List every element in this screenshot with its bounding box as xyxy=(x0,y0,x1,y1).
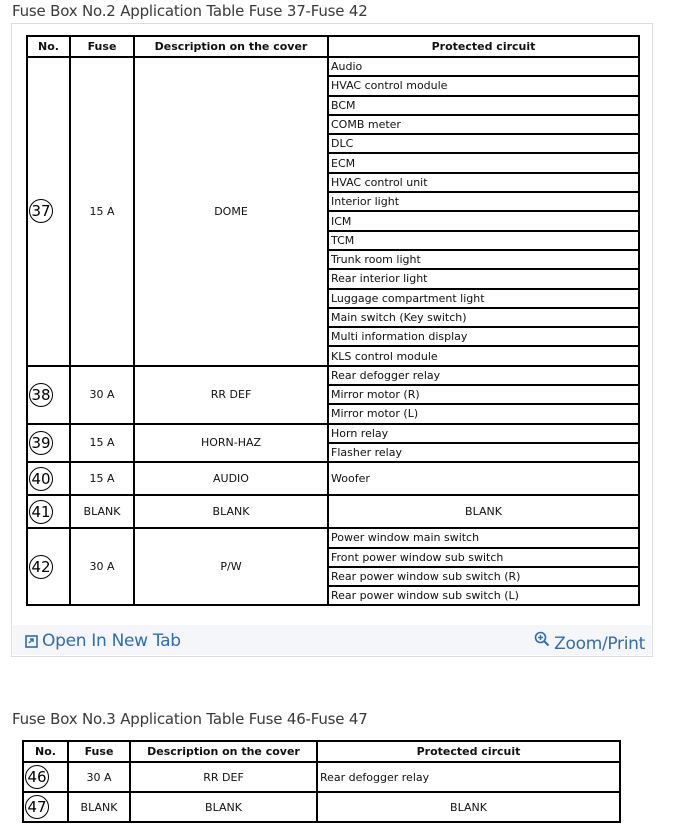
protected-circuit-cell: Trunk room light xyxy=(328,250,639,269)
fuse-number-cell xyxy=(27,424,70,463)
protected-circuit-cell: ECM xyxy=(328,153,639,172)
protected-circuit-cell: BLANK xyxy=(328,495,639,528)
protected-circuit-cell: ICM xyxy=(328,211,639,230)
protected-circuit-cell: Power window main switch xyxy=(328,528,639,547)
cover-description-cell: BLANK xyxy=(130,792,317,822)
table-row xyxy=(27,462,639,495)
table-row xyxy=(23,762,620,792)
fuse-number-cell xyxy=(23,762,68,792)
zoom-in-icon xyxy=(534,631,550,647)
protected-circuit-cell: HVAC control module xyxy=(328,76,639,95)
protected-circuit-cell: Multi information display xyxy=(328,327,639,346)
protected-circuit-cell: Mirror motor (L) xyxy=(328,404,639,423)
table-row xyxy=(27,57,639,76)
table-row xyxy=(27,424,639,443)
fuse-number-cell xyxy=(27,495,70,528)
protected-circuit-cell: Horn relay xyxy=(328,424,639,443)
protected-circuit-cell: HVAC control unit xyxy=(328,173,639,192)
fuse-number-badge: 46 xyxy=(25,765,49,789)
fuse-rating-cell: 15 A xyxy=(70,462,134,495)
protected-circuit-cell: Rear interior light xyxy=(328,269,639,288)
fuse-number-badge: 41 xyxy=(29,500,53,524)
protected-circuit-cell: Woofer xyxy=(328,462,639,495)
table-row xyxy=(23,792,620,822)
cover-description-cell: RR DEF xyxy=(130,762,317,792)
protected-circuit-cell: Rear defogger relay xyxy=(317,762,620,792)
col-header-protected-circuit: Protected circuit xyxy=(317,741,620,762)
fuse-box-2-table xyxy=(26,35,640,606)
protected-circuit-cell: TCM xyxy=(328,231,639,250)
protected-circuit-cell: Flasher relay xyxy=(328,443,639,462)
fuse-box-3-table xyxy=(22,740,621,823)
table-row xyxy=(27,528,639,547)
col-header-no: No. xyxy=(27,36,70,57)
fuse-rating-cell: 15 A xyxy=(70,57,134,366)
cover-description-cell: BLANK xyxy=(134,495,328,528)
col-header-no: No. xyxy=(23,741,68,762)
table1-header-row xyxy=(27,36,639,57)
col-header-description: Description on the cover xyxy=(134,36,328,57)
table1-caption: Fuse Box No.2 Application Table Fuse 37-Fuse 42 xyxy=(12,2,368,20)
fuse-number-badge: 38 xyxy=(29,383,53,407)
fuse-number-cell xyxy=(23,792,68,822)
fuse-rating-cell: 30 A xyxy=(70,528,134,605)
cover-description-cell: P/W xyxy=(134,528,328,605)
fuse-number-badge: 42 xyxy=(29,555,53,579)
fuse-rating-cell: BLANK xyxy=(68,792,130,822)
protected-circuit-cell: Rear defogger relay xyxy=(328,366,639,385)
protected-circuit-cell: BCM xyxy=(328,96,639,115)
fuse-number-badge: 40 xyxy=(29,467,53,491)
table-row xyxy=(27,495,639,528)
fuse-number-badge: 37 xyxy=(29,199,53,223)
protected-circuit-cell: KLS control module xyxy=(328,346,639,365)
cover-description-cell: DOME xyxy=(134,57,328,366)
protected-circuit-cell: Front power window sub switch xyxy=(328,548,639,567)
protected-circuit-cell: Main switch (Key switch) xyxy=(328,308,639,327)
fuse-number-cell xyxy=(27,57,70,366)
table-footer xyxy=(13,625,651,655)
table2-header-row xyxy=(23,741,620,762)
open-in-new-tab-label: Open In New Tab xyxy=(42,631,181,651)
zoom-print-label: Zoom/Print xyxy=(554,634,645,654)
table1-frame xyxy=(11,23,653,657)
protected-circuit-cell: Rear power window sub switch (L) xyxy=(328,586,639,605)
fuse-number-badge: 47 xyxy=(25,795,49,819)
protected-circuit-cell: Audio xyxy=(328,57,639,76)
protected-circuit-cell: Luggage compartment light xyxy=(328,289,639,308)
cover-description-cell: AUDIO xyxy=(134,462,328,495)
col-header-fuse: Fuse xyxy=(68,741,130,762)
protected-circuit-cell: BLANK xyxy=(317,792,620,822)
open-in-new-tab-link[interactable] xyxy=(25,631,181,651)
fuse-number-cell xyxy=(27,366,70,424)
fuse-number-badge: 39 xyxy=(29,431,53,455)
open-new-tab-icon xyxy=(25,635,38,648)
col-header-protected-circuit: Protected circuit xyxy=(328,36,639,57)
fuse-rating-cell: 30 A xyxy=(68,762,130,792)
fuse-number-cell xyxy=(27,528,70,605)
cover-description-cell: RR DEF xyxy=(134,366,328,424)
cover-description-cell: HORN-HAZ xyxy=(134,424,328,463)
fuse-rating-cell: 30 A xyxy=(70,366,134,424)
table2-caption: Fuse Box No.3 Application Table Fuse 46-Fuse 47 xyxy=(12,710,368,728)
protected-circuit-cell: DLC xyxy=(328,134,639,153)
fuse-rating-cell: 15 A xyxy=(70,424,134,463)
protected-circuit-cell: Interior light xyxy=(328,192,639,211)
table-row xyxy=(27,366,639,385)
zoom-print-link[interactable] xyxy=(534,631,645,654)
protected-circuit-cell: Rear power window sub switch (R) xyxy=(328,567,639,586)
fuse-number-cell xyxy=(27,462,70,495)
col-header-description: Description on the cover xyxy=(130,741,317,762)
col-header-fuse: Fuse xyxy=(70,36,134,57)
protected-circuit-cell: COMB meter xyxy=(328,115,639,134)
protected-circuit-cell: Mirror motor (R) xyxy=(328,385,639,404)
fuse-rating-cell: BLANK xyxy=(70,495,134,528)
